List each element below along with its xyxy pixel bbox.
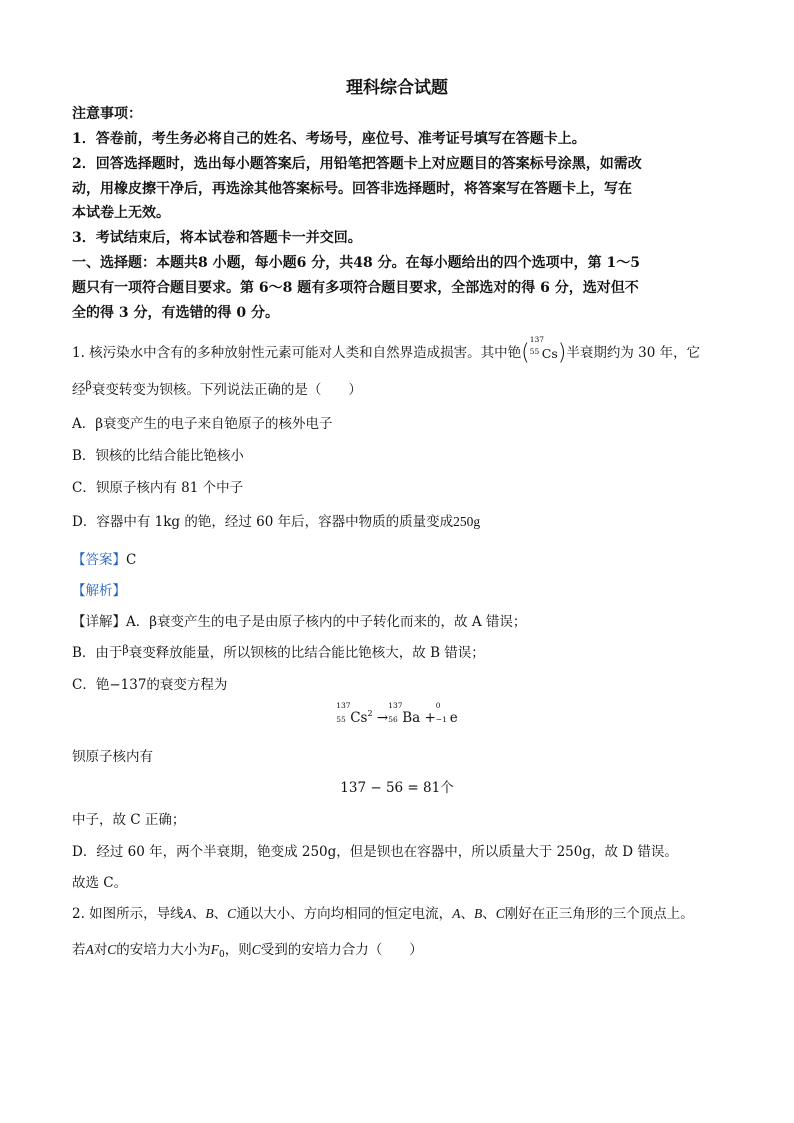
notice-item-3: 3．考试结束后，将本试卷和答题卡一并交回。 — [72, 230, 362, 246]
q2-text-6: 的安培力大小为 — [116, 942, 211, 958]
eq-ba-mass: 137 — [388, 701, 403, 710]
eq-cs-charge: 2 — [367, 709, 373, 718]
detail-line-c: C．铯−137的衰变方程为 — [72, 677, 228, 693]
q1-option-d-text: D．容器中有 1kg 的铯，经过 60 年后，容器中物质的质量变成 — [72, 514, 454, 530]
answer-tag: 【答案】 — [72, 552, 126, 568]
detail-line-c3: 中子，故 C 正确； — [72, 812, 186, 828]
q1-option-d-value: 250g — [453, 514, 481, 529]
section-instruction-line-1: 一、选择题：本题共8 小题，每小题6 分，共48 分。在每小题给出的四个选项中，第 1～5 — [72, 255, 640, 271]
q2-sep-4: 、 — [482, 906, 496, 922]
eq-e-symbol: e — [449, 710, 458, 726]
q2-label-a-2: A — [452, 906, 461, 921]
q2-force-subscript: 0 — [219, 950, 225, 960]
answer-value: C — [126, 552, 137, 568]
q2-text-1: 2. 如图所示，导线 — [72, 906, 184, 922]
q2-label-b: B — [205, 906, 214, 921]
q1-stem-line-1: 1. 核污染水中含有的多种放射性元素可能对人类和自然界造成损害。其中铯( 137 55 Cs)半衰期约为 30 年，它 — [72, 334, 701, 366]
q1-stem-text: 1. 核污染水中含有的多种放射性元素可能对人类和自然界造成损害。其中铯 — [72, 345, 522, 361]
section-instruction-line-2: 题只有一项符合题目要求。第 6～8 题有多项符合题目要求，全部选对的得 6 分，选对但不 — [72, 280, 639, 296]
q2-text-8: 受到的安培力合力（ ） — [260, 942, 423, 958]
notice-item-2-line-2: 动，用橡皮擦干净后，再选涂其他答案标号。回答非选择题时，将答案写在答题卡上，写在 — [72, 181, 632, 197]
q2-text-4: 若 — [72, 942, 86, 958]
beta-symbol: β — [85, 379, 92, 392]
eq-cesium — [336, 701, 373, 730]
cs-atomic-number: 55 — [529, 346, 540, 356]
eq-arrow: → — [376, 710, 389, 726]
neutron-equation: 137 − 56 = 81个 — [340, 780, 454, 796]
page-title: 理科综合试题 — [346, 78, 448, 98]
detail-line-d: D．经过 60 年，两个半衰期，铯变成 250g，但是钡也在容器中，所以质量大于 250g，故 D 错误。 — [72, 844, 678, 860]
q1-stem-b-post: 衰变转变为钡核。下列说法正确的是（ ） — [91, 382, 362, 398]
q1-stem-line-2 — [72, 380, 362, 401]
detail-line-c2: 钡原子核内有 — [72, 749, 153, 765]
analysis-tag: 【解析】 — [72, 583, 126, 599]
eq-cs-mass: 137 — [336, 701, 351, 710]
q2-text-3: 刚好在正三角形的三个顶点上。 — [504, 906, 694, 922]
eq-cs-symbol: Cs — [350, 710, 368, 726]
notice-item-1: 1．答卷前，考生务必将自己的姓名、考场号，座位号、准考证号填写在答题卡上。 — [72, 131, 586, 147]
q1-stem-text-2: 半衰期约为 30 年，它 — [566, 345, 701, 361]
detail-line-a — [72, 612, 526, 632]
q1-option-c: C．钡原子核内有 81 个中子 — [72, 480, 244, 496]
detail-b-post: 衰变释放能量，所以钡核的比结合能比铯核大，故 B 错误； — [128, 645, 485, 661]
eq-barium — [388, 701, 421, 728]
q2-label-c: C — [227, 906, 237, 921]
cs-nuclide — [529, 334, 558, 364]
eq-cs-atomic: 55 — [336, 715, 346, 724]
q1-option-b: B．钡核的比结合能比铯核小 — [72, 448, 244, 464]
detail-b-pre: B．由于 — [72, 645, 123, 661]
q2-sep-3: 、 — [460, 906, 474, 922]
q1-option-d — [72, 512, 480, 532]
eq-ba-atomic: 56 — [388, 715, 398, 724]
detail-a-text: A．β衰变产生的电子是由原子核内的中子转化而来的，故 A 错误； — [126, 614, 527, 630]
q2-sep-1: 、 — [191, 906, 206, 922]
eq-ba-symbol: Ba — [402, 710, 421, 726]
q2-label-a-3: A — [85, 942, 94, 957]
cs-symbol: Cs — [541, 345, 558, 361]
eq-electron — [435, 701, 458, 728]
detail-tag: 【详解】 — [72, 614, 126, 630]
q2-stem-line-2 — [72, 940, 423, 962]
notice-item-2-line-3: 本试卷上无效。 — [72, 205, 170, 221]
q2-label-c-2: C — [495, 906, 505, 921]
q2-label-c-4: C — [251, 942, 261, 957]
q2-text-7: ，则 — [224, 942, 252, 958]
eq-plus: + — [424, 710, 436, 726]
notice-item-2-line-1: 2．回答选择题时，选出每小题答案后，用铅笔把答题卡上对应题目的答案标号涂黑，如需改 — [72, 156, 642, 172]
q2-label-c-3: C — [107, 942, 117, 957]
detail-b-beta: β — [122, 643, 129, 656]
q2-text-2: 通以大小、方向均相同的恒定电流， — [236, 906, 453, 922]
q2-stem-line-1 — [72, 904, 694, 924]
eq-e-atomic: −1 — [435, 715, 447, 724]
conclusion: 故选 C。 — [72, 875, 128, 891]
decay-equation — [0, 701, 794, 730]
eq-e-mass: 0 — [435, 701, 441, 710]
q2-label-a: A — [183, 906, 192, 921]
q2-label-b-2: B — [473, 906, 483, 921]
q2-force-f: F — [210, 942, 220, 957]
q1-stem-b-pre: 经 — [72, 382, 86, 398]
q2-text-5: 对 — [93, 942, 108, 958]
q2-sep-2: 、 — [213, 906, 228, 922]
q1-option-a: A．β衰变产生的电子来自铯原子的核外电子 — [72, 416, 333, 432]
answer-line — [72, 550, 136, 570]
notice-heading: 注意事项： — [72, 106, 142, 122]
section-instruction-line-3: 全的得 3 分，有选错的得 0 分。 — [72, 305, 279, 321]
detail-line-b — [72, 643, 485, 664]
cs-mass-number: 137 — [529, 334, 545, 344]
